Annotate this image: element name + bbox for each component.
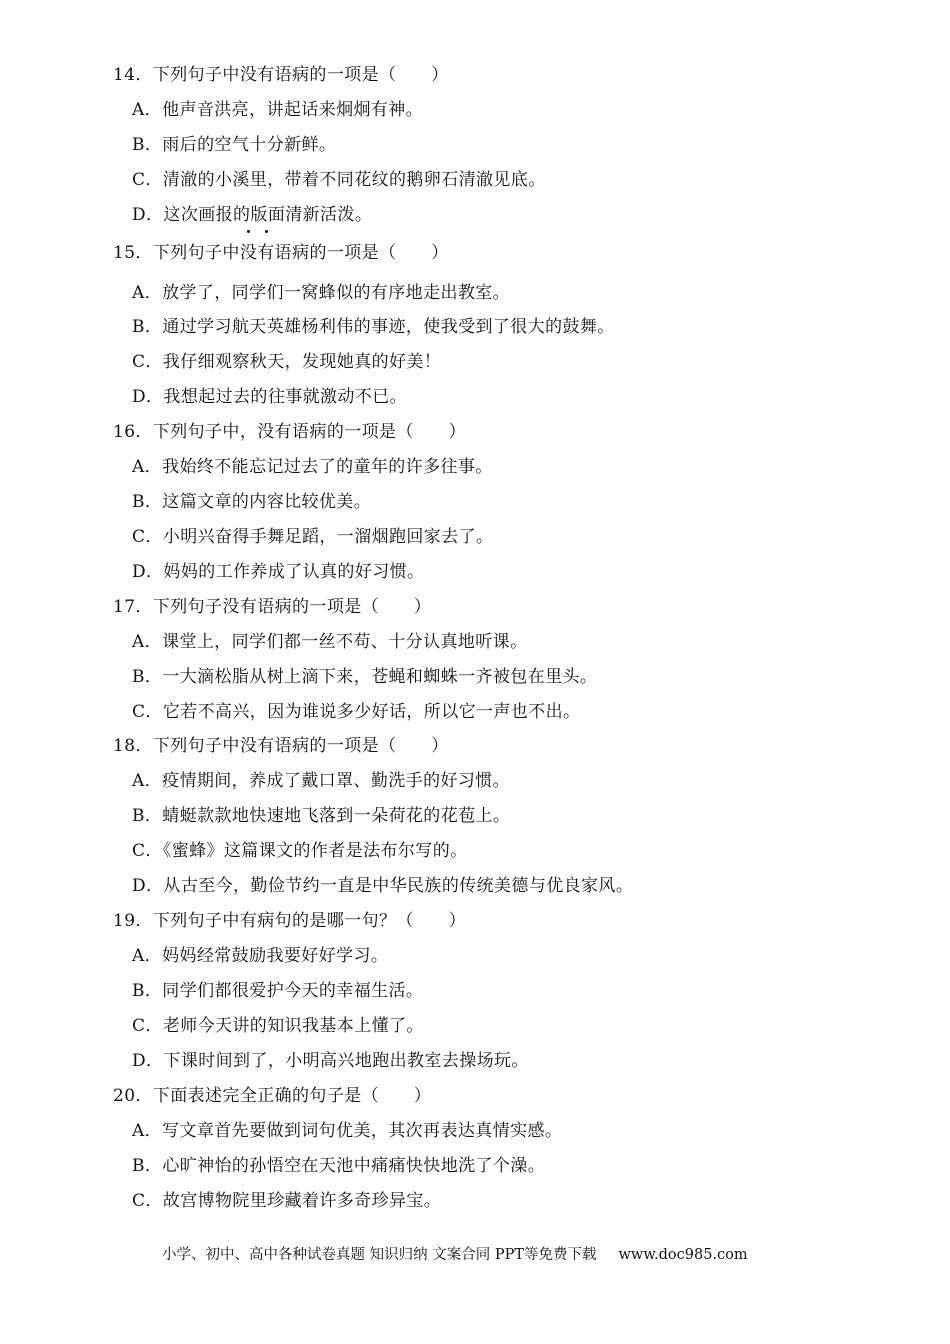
question-18-stem: 18．下列句子中没有语病的一项是（ ）: [113, 736, 449, 756]
question-20-stem: 20．下面表述完全正确的句子是（ ）: [113, 1086, 432, 1106]
question-16-option-b: B．这篇文章的内容比较优美。: [132, 492, 372, 512]
question-20-option-c: C．故宫博物院里珍藏着许多奇珍异宝。: [132, 1191, 442, 1211]
question-14-option-d: D．这次画报的版面清新活泼。: [132, 205, 373, 225]
question-14-option-b: B．雨后的空气十分新鲜。: [132, 135, 337, 155]
question-15-option-c: C．我仔细观察秋天，发现她真的好美！: [132, 352, 442, 372]
page-footer: [162, 1245, 748, 1265]
question-19-option-d: D．下课时间到了，小明高兴地跑出教室去操场玩。: [132, 1051, 529, 1071]
question-17-option-a: A．课堂上，同学们都一丝不苟、十分认真地听课。: [132, 632, 528, 652]
question-18-option-a: A．疫情期间，养成了戴口罩、勤洗手的好习惯。: [132, 771, 511, 791]
question-17-option-c: C．它若不高兴，因为谁说多少好话，所以它一声也不出。: [132, 702, 581, 722]
footer-text: 小学、初中、高中各种试卷真题 知识归纳 文案合同 PPT等免费下载: [162, 1247, 597, 1263]
question-14-stem: 14．下列句子中没有语病的一项是（ ）: [113, 65, 449, 85]
question-15-stem-post: 语病的一项是（ ）: [274, 243, 449, 263]
question-14-option-c: C．清澈的小溪里，带着不同花纹的鹅卵石清澈见底。: [132, 170, 546, 190]
question-18-option-b: B．蜻蜓款款地快速地飞落到一朵荷花的花苞上。: [132, 806, 511, 826]
question-19-option-c: C．老师今天讲的知识我基本上懂了。: [132, 1016, 424, 1036]
question-17-stem: 17．下列句子没有语病的一项是（ ）: [113, 597, 432, 617]
question-15-option-b: B．通过学习航天英雄杨利伟的事迹，使我受到了很大的鼓舞。: [132, 317, 615, 337]
question-15-stem-emphasis: [240, 242, 275, 264]
question-16-option-d: D．妈妈的工作养成了认真的好习惯。: [132, 562, 425, 582]
question-17-option-b: B．一大滴松脂从树上滴下来，苍蝇和蜘蛛一齐被包在里头。: [132, 667, 598, 687]
question-16-option-c: C．小明兴奋得手舞足蹈，一溜烟跑回家去了。: [132, 527, 494, 547]
question-15-stem: [113, 242, 449, 264]
question-19-stem: 19．下列句子中有病句的是哪一句？（ ）: [113, 911, 467, 931]
question-20-option-b: B．心旷神怡的孙悟空在天池中痛痛快快地洗了个澡。: [132, 1156, 546, 1176]
question-15-stem-emphasis-text: 没有: [239, 243, 275, 263]
question-20-option-a: A．写文章首先要做到词句优美，其次再表达真情实感。: [132, 1121, 563, 1141]
question-16-option-a: A．我始终不能忘记过去了的童年的许多往事。: [132, 457, 493, 477]
question-16-stem: 16．下列句子中，没有语病的一项是（ ）: [113, 422, 467, 442]
footer-url[interactable]: www.doc985.com: [618, 1247, 748, 1263]
question-14-option-a: A．他声音洪亮，讲起话来炯炯有神。: [132, 100, 424, 120]
question-15-stem-pre: 15．下列句子中: [113, 243, 240, 263]
emphasis-dot: [247, 230, 250, 233]
question-15-option-d: D．我想起过去的往事就激动不已。: [132, 387, 408, 407]
question-18-option-c: C．《蜜蜂》这篇课文的作者是法布尔写的。: [132, 841, 468, 861]
emphasis-dot: [265, 230, 268, 233]
question-19-option-a: A．妈妈经常鼓励我要好好学习。: [132, 946, 389, 966]
question-15-option-a: A．放学了，同学们一窝蜂似的有序地走出教室。: [132, 283, 511, 303]
question-18-option-d: D．从古至今，勤俭节约一直是中华民族的传统美德与优良家风。: [132, 876, 634, 896]
question-19-option-b: B．同学们都很爱护今天的幸福生活。: [132, 981, 424, 1001]
